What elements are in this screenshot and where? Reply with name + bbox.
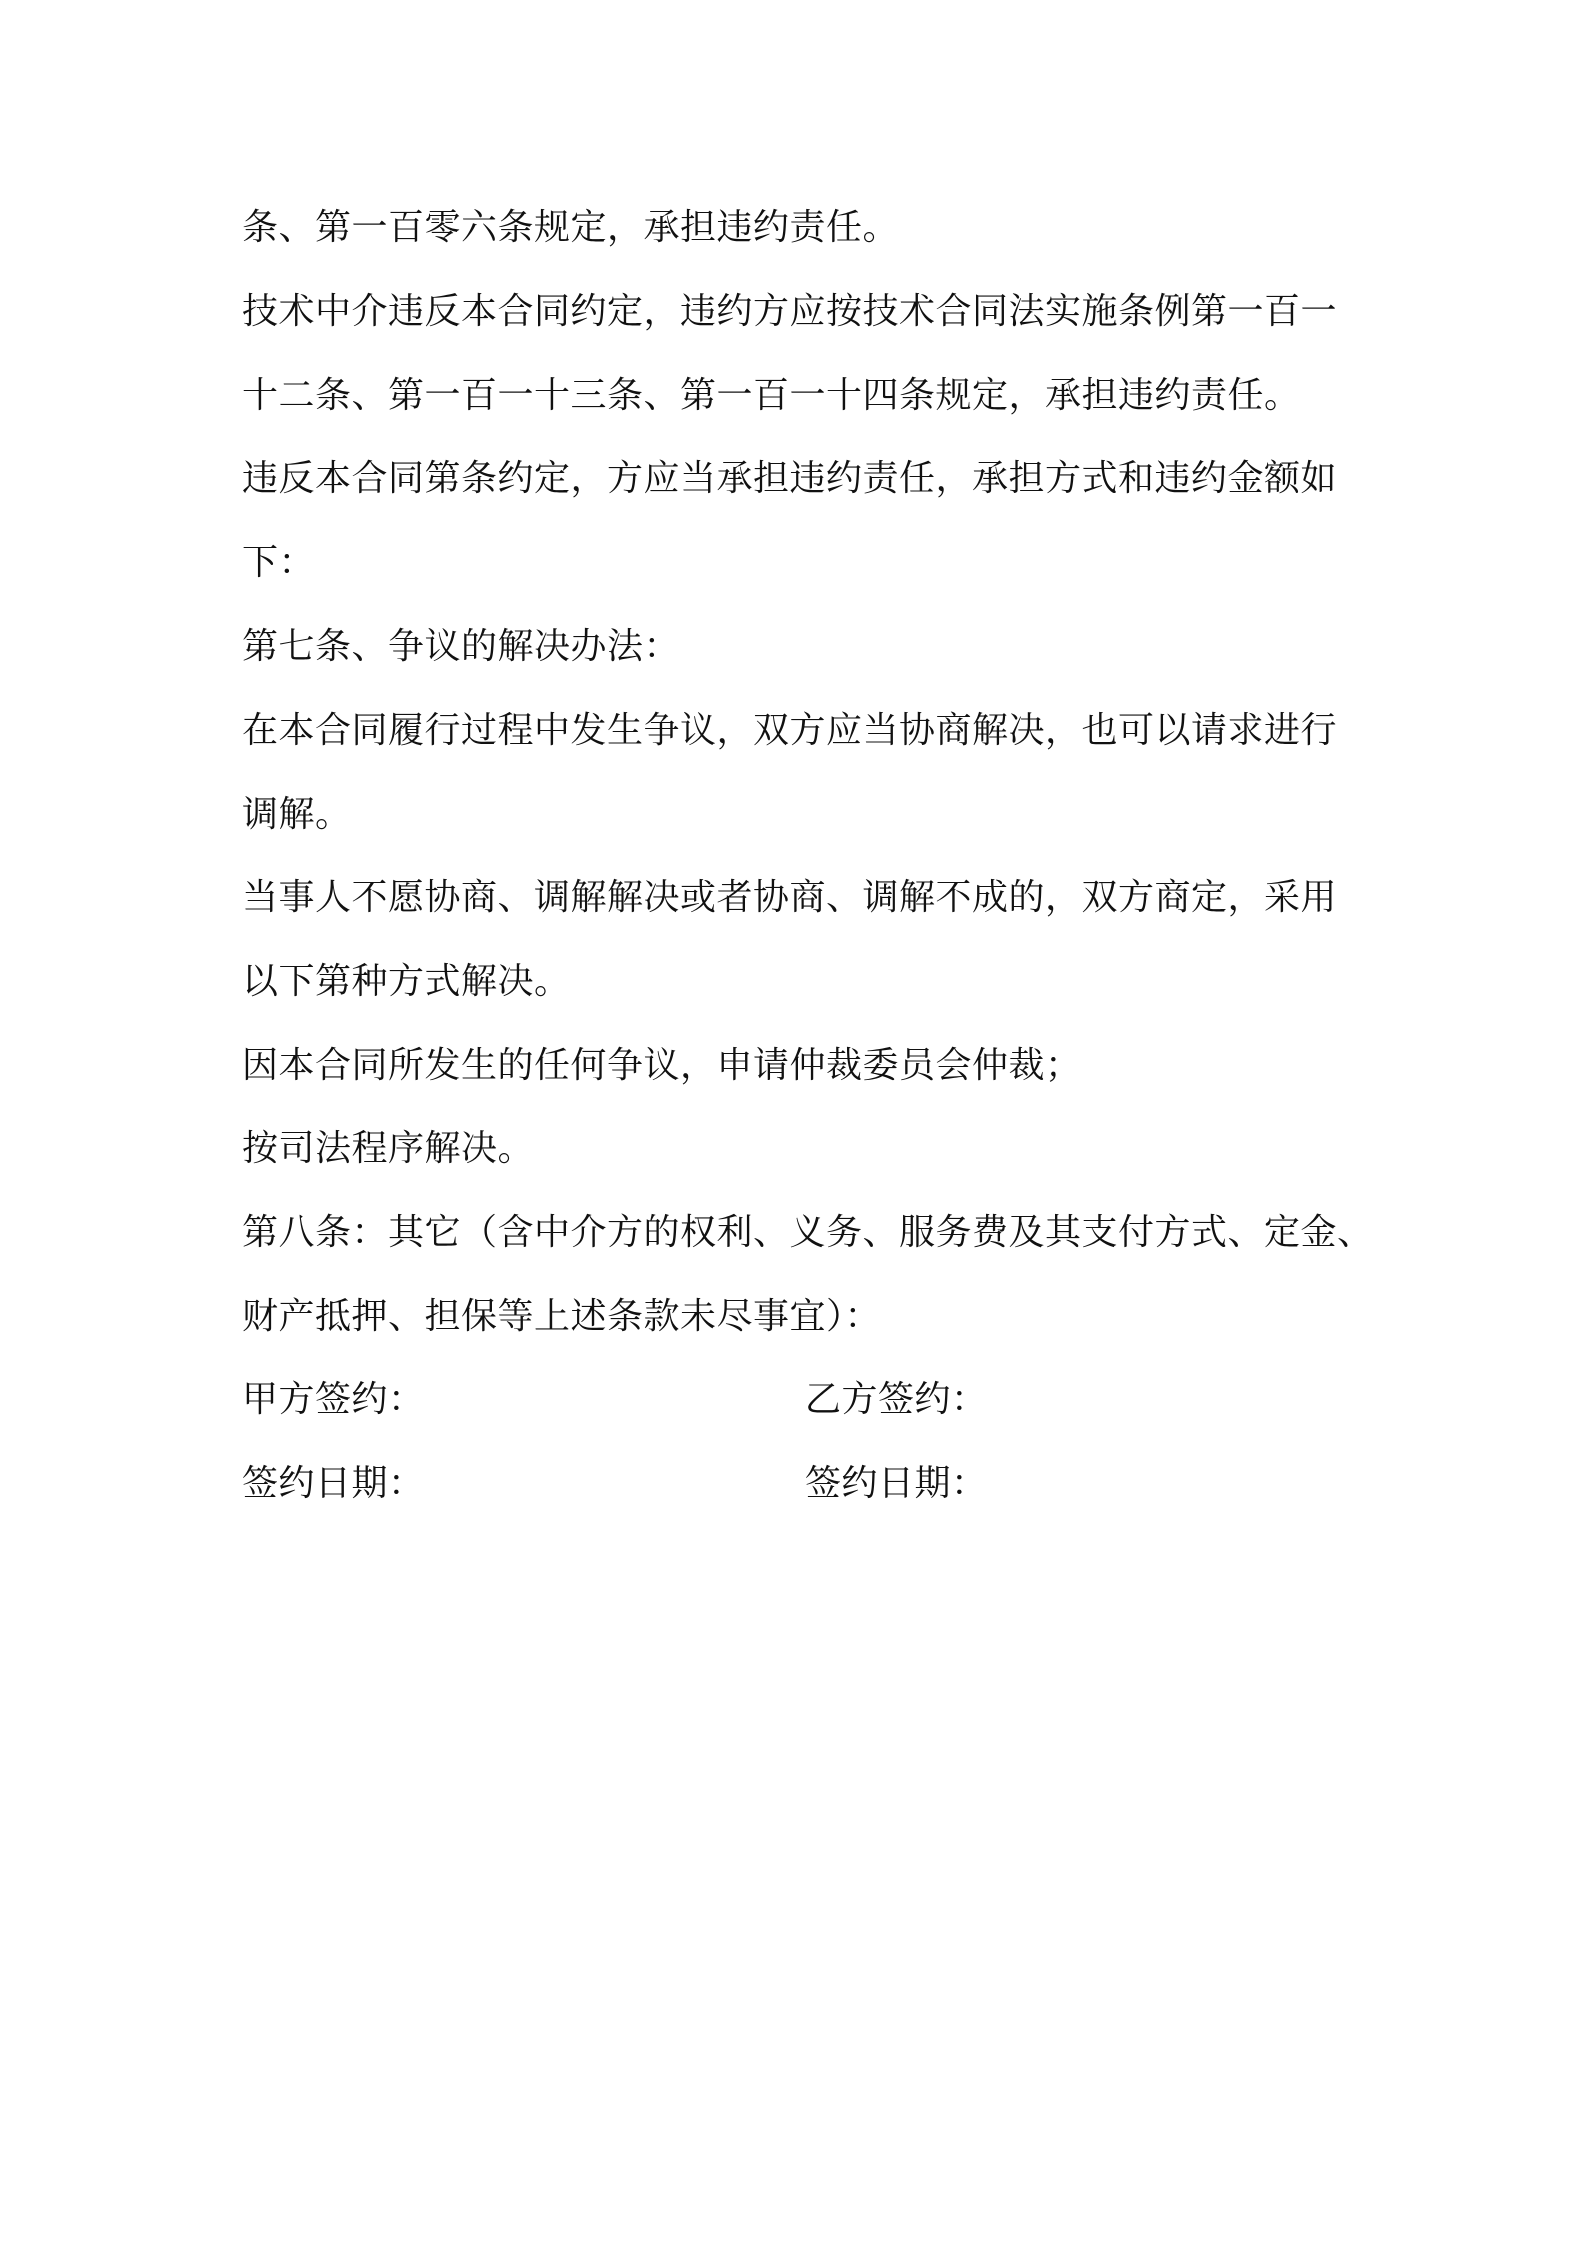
party-b-signature-label: 乙方签约： <box>805 1379 988 1420</box>
party-a-signature-label: 甲方签约： <box>242 1379 425 1420</box>
text-line-8: 调解。 <box>242 794 352 835</box>
text-line-9: 当事人不愿协商、调解解决或者协商、调解不成的，双方商定，采用 <box>242 877 1338 918</box>
text-line-3: 十二条、第一百一十三条、第一百一十四条规定，承担违约责任。 <box>242 375 1301 416</box>
section-heading-article-7: 第七条、争议的解决办法： <box>242 626 681 667</box>
text-line-1: 条、第一百零六条规定，承担违约责任。 <box>242 207 900 248</box>
party-b-date-label: 签约日期： <box>805 1463 988 1504</box>
text-line-2: 技术中介违反本合同约定，违约方应按技术合同法实施条例第一百一 <box>242 291 1338 332</box>
text-line-11: 因本合同所发生的任何争议，申请仲裁委员会仲裁； <box>242 1045 1082 1086</box>
text-line-4: 违反本合同第条约定，方应当承担违约责任，承担方式和违约金额如 <box>242 458 1338 499</box>
text-line-12: 按司法程序解决。 <box>242 1128 535 1169</box>
text-line-10: 以下第种方式解决。 <box>242 961 571 1002</box>
section-heading-article-8: 第八条：其它（含中介方的权利、义务、服务费及其支付方式、定金、 <box>242 1212 1374 1253</box>
text-line-14: 财产抵押、担保等上述条款未尽事宜）： <box>242 1296 882 1337</box>
party-a-date-label: 签约日期： <box>242 1463 425 1504</box>
text-line-5: 下： <box>242 542 316 583</box>
text-line-7: 在本合同履行过程中发生争议，双方应当协商解决，也可以请求进行 <box>242 710 1338 751</box>
